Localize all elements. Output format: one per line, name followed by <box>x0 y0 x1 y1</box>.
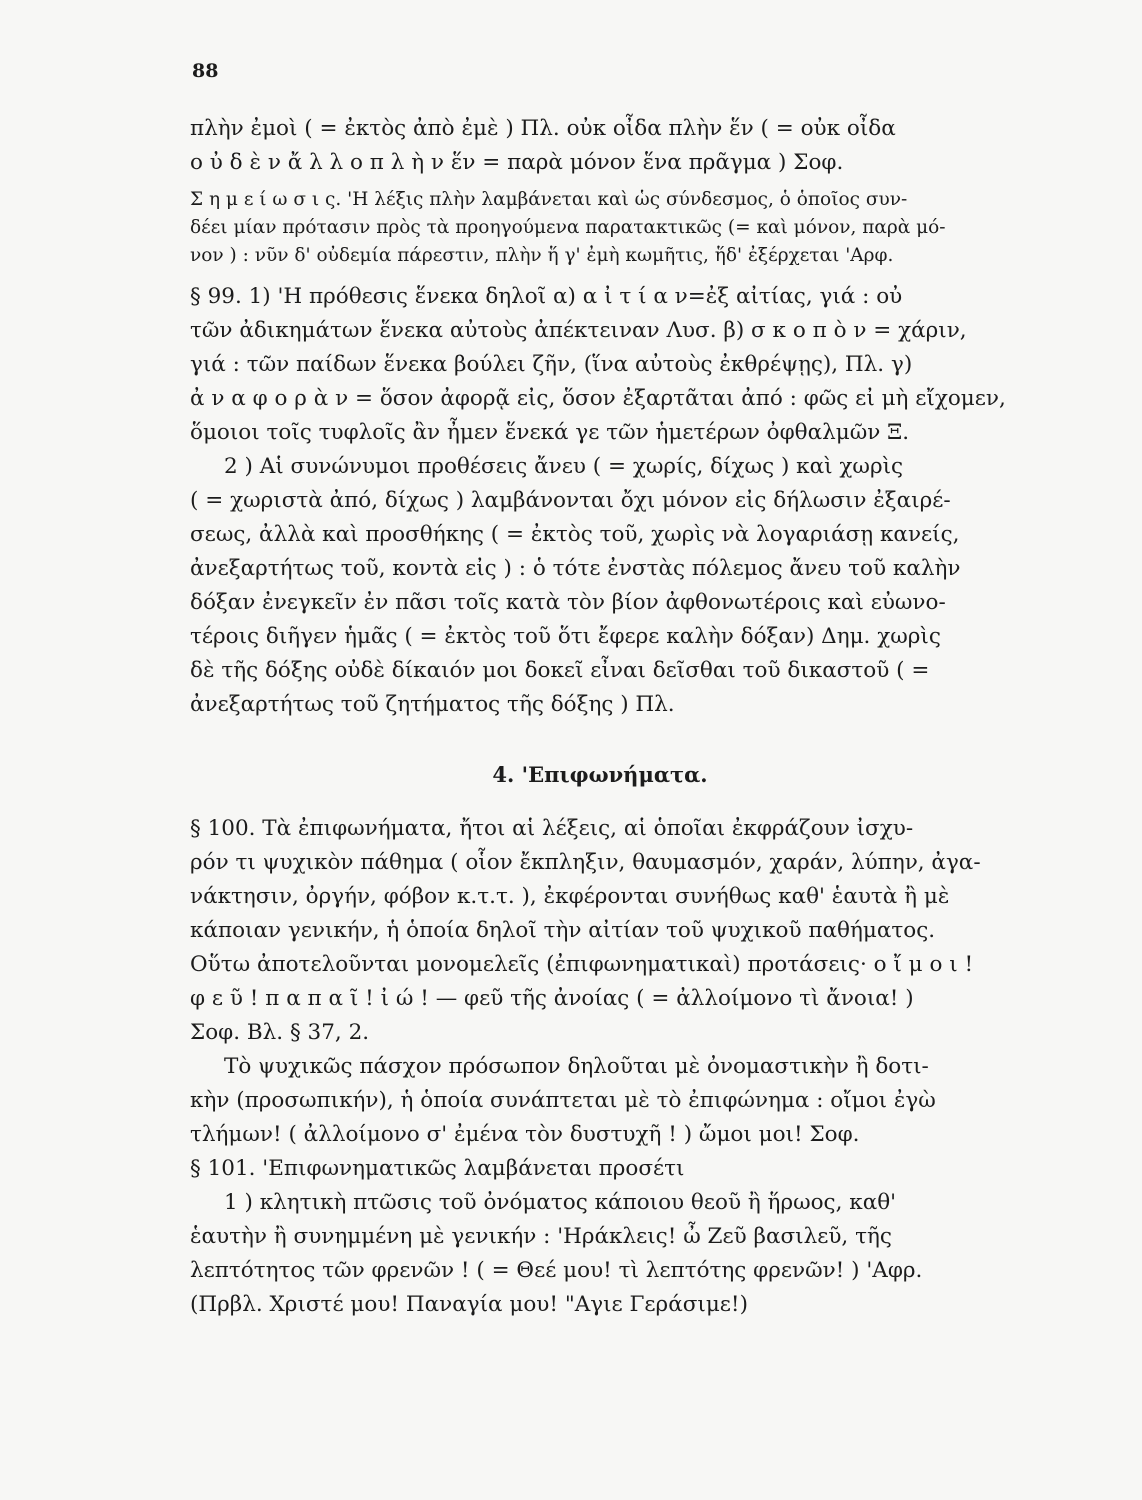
text-line: ( = χωριστὰ ἀπό, δίχως ) λαμβάνονται ὄχι μόνον εἰς δήλωσιν ἐξαιρέ- <box>190 488 951 513</box>
text-line: γιά : τῶν παίδων ἕνεκα βούλει ζῆν, (ἵνα αὐτοὺς ἐκθρέψῃς), Πλ. γ) <box>190 352 913 377</box>
text-line: δόξαν ἐνεγκεῖν ἐν πᾶσι τοῖς κατὰ τὸν βίον ἀφθονωτέροις καὶ εὐωνο- <box>190 590 946 615</box>
text-line: ὅμοιοι τοῖς τυφλοῖς ἂν ἦμεν ἕνεκά γε τῶν ἡμετέρων ὀφθαλμῶν Ξ. <box>190 420 910 445</box>
note-line: νον ) : νῦν δ' οὐδεμία πάρεστιν, πλὴν ἥ γ' ἐμὴ κωμῆτις, ἥδ' ἐξέρχεται 'Αρφ. <box>190 245 894 266</box>
text-line: ἑαυτὴν ἢ συνημμένη μὲ γενικήν : 'Ηράκλεις! ὦ Ζεῦ βασιλεῦ, τῆς <box>190 1224 892 1249</box>
text-line: τλήμων! ( ἀλλοίμονο σ' ἐμένα τὸν δυστυχῆ ! ) ὤμοι μοι! Σοφ. <box>190 1122 860 1147</box>
text-line: κὴν (προσωπικήν), ἡ ὁποία συνάπτεται μὲ τὸ ἐπιφώνημα : οἴμοι ἐγὼ <box>190 1088 936 1113</box>
text-line: δὲ τῆς δόξης οὐδὲ δίκαιόν μοι δοκεῖ εἶναι δεῖσθαι τοῦ δικαστοῦ ( = <box>190 658 930 683</box>
page-number: 88 <box>192 60 219 82</box>
text-line: νάκτησιν, ὀργήν, φόβον κ.τ.τ. ), ἐκφέρονται συνήθως καθ' ἑαυτὰ ἢ μὲ <box>190 884 950 909</box>
text-line: Σοφ. Βλ. § 37, 2. <box>190 1020 370 1045</box>
text-line: 2 ) Αἱ συνώνυμοι προθέσεις ἄνευ ( = χωρίς, δίχως ) καὶ χωρὶς <box>224 454 904 479</box>
text-line: σεως, ἀλλὰ καὶ προσθήκης ( = ἐκτὸς τοῦ, χωρὶς νὰ λογαριάσῃ κανείς, <box>190 522 960 547</box>
section-100-line: § 100. Τὰ ἐπιφωνήματα, ἤτοι αἱ λέξεις, αἱ ὁποῖαι ἐκφράζουν ἰσχυ- <box>190 816 914 841</box>
text-line: τῶν ἀδικημάτων ἕνεκα αὐτοὺς ἀπέκτειναν Λυσ. β) σ κ ο π ὸ ν = χάριν, <box>190 318 967 343</box>
text-line: ρόν τι ψυχικὸν πάθημα ( οἷον ἔκπληξιν, θαυμασμόν, χαράν, λύπην, ἀγα- <box>190 850 981 875</box>
text-line: (Πρβλ. Χριστέ μου! Παναγία μου! "Αγιε Γεράσιμε!) <box>190 1292 748 1317</box>
text-line: Τὸ ψυχικῶς πάσχον πρόσωπον δηλοῦται μὲ ὀνομαστικὴν ἢ δοτι- <box>224 1054 929 1079</box>
text-line: ο ὐ δ ὲ ν ἄ λ λ ο π λ ὴ ν ἕν = παρὰ μόνον ἕνα πρᾶγμα ) Σοφ. <box>190 150 844 175</box>
text-line: τέροις διῆγεν ἡμᾶς ( = ἐκτὸς τοῦ ὅτι ἔφερε καλὴν δόξαν) Δημ. χωρὶς <box>190 624 941 649</box>
note-line: Σ η μ ε ί ω σ ι ς. 'Η λέξις πλὴν λαμβάνεται καὶ ὡς σύνδεσμος, ὁ ὁποῖος συν- <box>190 189 908 210</box>
body-text <box>190 112 1010 1322</box>
note-line: δέει μίαν πρότασιν πρὸς τὰ προηγούμενα παρατακτικῶς (= καὶ μόνον, παρὰ μό- <box>190 217 946 238</box>
text-line: ἀνεξαρτήτως τοῦ, κοντὰ εἰς ) : ὁ τότε ἐνστὰς πόλεμος ἄνευ τοῦ καλὴν <box>190 556 961 581</box>
text-line: κάποιαν γενικήν, ἡ ὁποία δηλοῖ τὴν αἰτίαν τοῦ ψυχικοῦ παθήματος. <box>190 918 936 943</box>
section-101-line: § 101. 'Επιφωνηματικῶς λαμβάνεται προσέτι <box>190 1156 685 1181</box>
text-line: φ ε ῦ ! π α π α ῖ ! ἰ ώ ! — φεῦ τῆς ἀνοίας ( = ἀλλοίμονο τὶ ἄνοια! ) <box>190 986 914 1011</box>
text-line: Οὕτω ἀποτελοῦνται μονομελεῖς (ἐπιφωνηματικαὶ) προτάσεις· ο ἴ μ ο ι ! <box>190 952 974 977</box>
text-line: ἀ ν α φ ο ρ ὰ ν = ὅσον ἀφορᾷ εἰς, ὅσον ἐξαρτᾶται ἀπό : φῶς εἰ μὴ εἴχομεν, <box>190 386 1006 411</box>
text-line: 1 ) κλητικὴ πτῶσις τοῦ ὀνόματος κάποιου θεοῦ ἢ ἥρωος, καθ' <box>224 1190 897 1215</box>
section-heading: 4. 'Επιφωνήματα. <box>492 762 708 787</box>
text-line: πλὴν ἐμοὶ ( = ἐκτὸς ἀπὸ ἐμὲ ) Πλ. οὐκ οἶδα πλὴν ἕν ( = οὐκ οἶδα <box>190 116 896 141</box>
text-line: ἀνεξαρτήτως τοῦ ζητήματος τῆς δόξης ) Πλ. <box>190 692 675 717</box>
section-99-line: § 99. 1) 'Η πρόθεσις ἕνεκα δηλοῖ α) α ἰ τ ί α ν=ἐξ αἰτίας, γιά : οὐ <box>190 284 903 309</box>
text-line: λεπτότητος τῶν φρενῶν ! ( = Θεέ μου! τὶ λεπτότης φρενῶν! ) 'Αφρ. <box>190 1258 923 1283</box>
